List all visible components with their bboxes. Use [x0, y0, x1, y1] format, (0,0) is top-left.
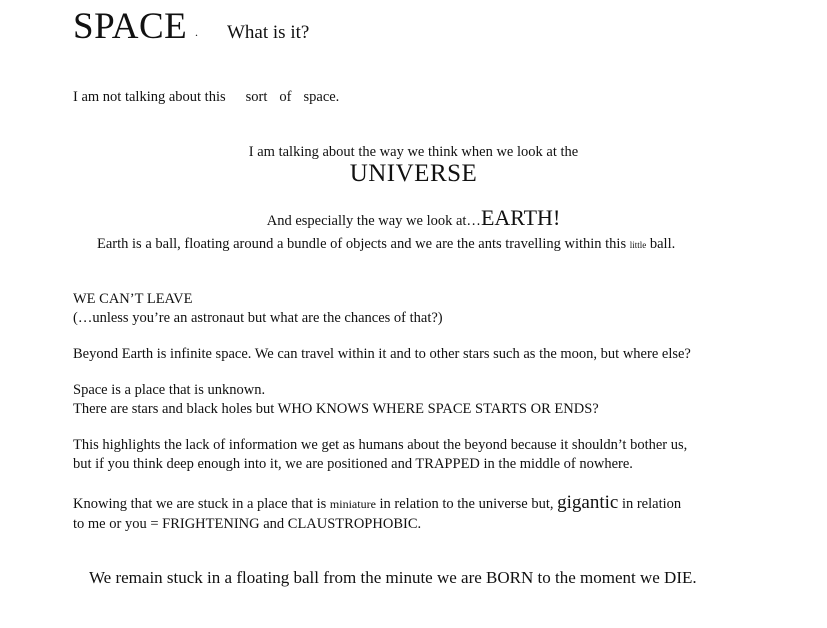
- gigantic-word: gigantic: [557, 492, 619, 513]
- universe-heading: UNIVERSE: [349, 160, 478, 187]
- earth-ball-part1: Earth is a ball, floating around a bundle of objects and we are the ants travelling within this: [97, 236, 627, 252]
- closing-line: We remain stuck in a floating ball from the minute we are BORN to the moment we DIE.: [89, 568, 697, 587]
- miniature-word: miniature: [329, 497, 376, 511]
- especially-text: And especially the way we look at…: [266, 213, 481, 229]
- title-dot: .: [195, 25, 198, 39]
- talking-line: I am talking about the way we think when we look at the: [248, 144, 579, 160]
- knowing-part-b: in relation to the universe but,: [379, 496, 554, 512]
- unknown-line-2: There are stars and black holes but WHO KNOWS WHERE SPACE STARTS OR ENDS?: [73, 401, 599, 417]
- earth-word: EARTH!: [480, 205, 561, 230]
- title-question: What is it?: [227, 22, 310, 43]
- highlights-line-1: This highlights the lack of information we get as humans about the beyond because it shouldn’t bother us,: [73, 437, 688, 453]
- page-title: SPACE: [73, 6, 188, 47]
- intro-part4: space.: [303, 89, 340, 105]
- knowing-line-2: to me or you = FRIGHTENING and CLAUSTROPHOBIC.: [73, 516, 422, 532]
- unknown-line-1: Space is a place that is unknown.: [73, 382, 266, 398]
- astronaut-line: (…unless you’re an astronaut but what are the chances of that?): [73, 310, 443, 326]
- intro-part3: of: [279, 89, 292, 105]
- earth-ball-line: [97, 235, 675, 255]
- knowing-part-c: in relation: [621, 496, 682, 512]
- knowing-part-a: Knowing that we are stuck in a place that is: [73, 496, 327, 512]
- knowing-line-1: [73, 493, 681, 514]
- intro-part1: I am not talking about this: [73, 89, 226, 105]
- intro-line: [73, 88, 339, 107]
- highlights-line-2: but if you think deep enough into it, we are positioned and TRAPPED in the middle of nowhere.: [73, 456, 633, 472]
- little-word: little: [629, 240, 647, 250]
- beyond-line: Beyond Earth is infinite space. We can travel within it and to other stars such as the moon, but where else?: [73, 346, 691, 362]
- intro-part2: sort: [245, 89, 268, 105]
- cant-leave-line: WE CAN’T LEAVE: [73, 291, 193, 307]
- especially-line: [0, 205, 827, 231]
- earth-ball-part2: ball.: [649, 236, 676, 252]
